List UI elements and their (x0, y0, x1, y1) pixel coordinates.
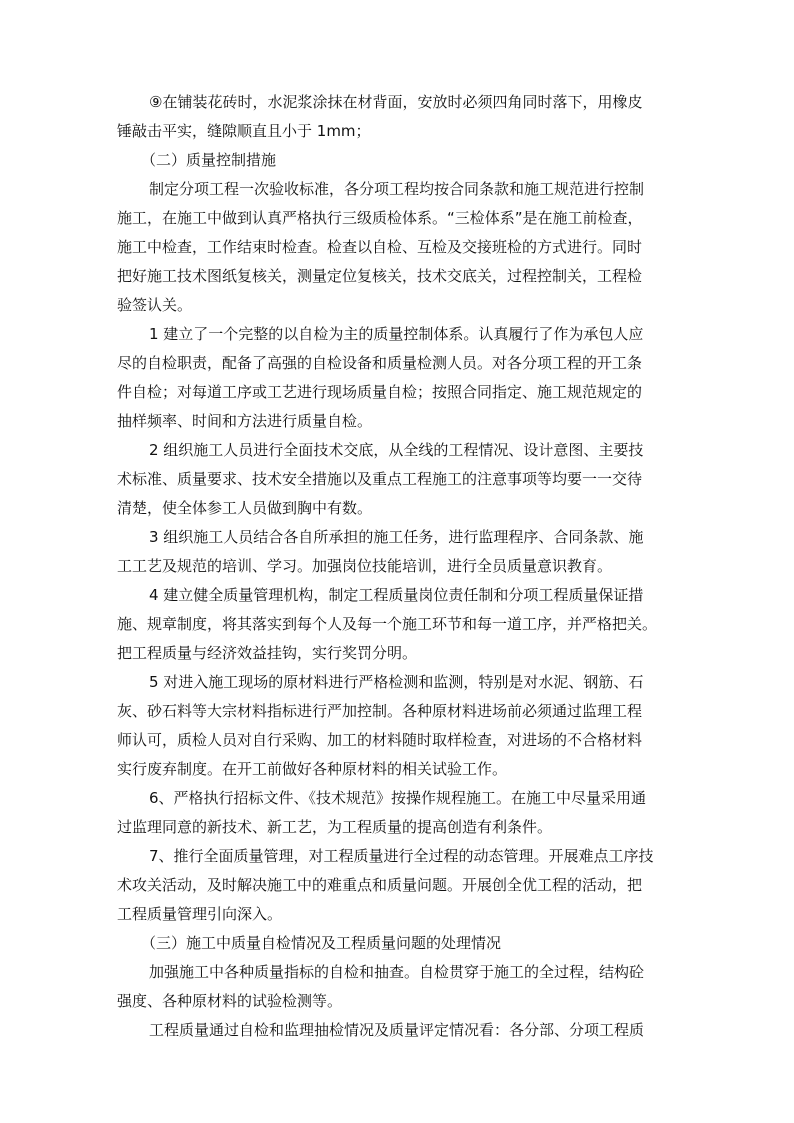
paragraph-line: 2 组织施工人员进行全面技术交底，从全线的工程情况、设计意图、主要技 (149, 441, 644, 459)
paragraph-line: 施工中检查，工作结束时检查。检查以自检、互检及交接班检的方式进行。同时 (117, 238, 643, 256)
paragraph-line: 施工，在施工中做到认真严格执行三级质检体系。“三检体系”是在施工前检查， (117, 209, 643, 227)
paragraph-line: 术标准、质量要求、技术安全措施以及重点工程施工的注意事项等均要一一交待 (117, 470, 643, 488)
paragraph-line: 施、规章制度，将其落实到每个人及每一个施工环节和每一道工序，并严格把关。 (117, 615, 658, 633)
paragraph-line: 师认可，质检人员对自行采购、加工的材料随时取样检查，对进场的不合格材料 (117, 731, 643, 749)
paragraph-line: 1 建立了一个完整的以自检为主的质量控制体系。认真履行了作为承包人应 (149, 325, 644, 343)
paragraph-line: 把好施工技术图纸复核关，测量定位复核关，技术交底关，过程控制关，工程检 (117, 267, 643, 285)
paragraph-line: 6、严格执行招标文件、《技术规范》按操作规程施工。在施工中尽量采用通 (149, 789, 647, 807)
paragraph-line: 制定分项工程一次验收标准，各分项工程均按合同条款和施工规范进行控制 (149, 180, 645, 198)
section-heading: （三）施工中质量自检情况及工程质量问题的处理情况 (141, 934, 502, 952)
paragraph-line: ⑨在铺装花砖时，水泥浆涂抹在材背面，安放时必须四角同时落下，用橡皮 (149, 93, 643, 111)
paragraph-line: 4 建立健全质量管理机构，制定工程质量岗位责任制和分项工程质量保证措 (149, 586, 644, 604)
paragraph-line: 清楚，使全体参工人员做到胸中有数。 (117, 499, 373, 517)
paragraph-line: 过监理同意的新技术、新工艺，为工程质量的提高创造有利条件。 (117, 818, 553, 836)
paragraph-line: 工程质量通过自检和监理抽检情况及质量评定情况看：各分部、分项工程质 (149, 1021, 645, 1039)
paragraph-line: 加强施工中各种质量指标的自检和抽查。自检贯穿于施工的全过程，结构砼 (149, 963, 645, 981)
paragraph-line: 工程质量管理引向深入。 (117, 905, 283, 923)
paragraph-line: 尽的自检职责，配备了高强的自检设备和质量检测人员。对各分项工程的开工条 (117, 354, 643, 372)
paragraph-line: 7、推行全面质量管理，对工程质量进行全过程的动态管理。开展难点工序技 (149, 847, 654, 865)
paragraph-line: 抽样频率、时间和方法进行质量自检。 (117, 412, 373, 430)
paragraph-line: 验签认关。 (117, 296, 193, 314)
paragraph-line: 灰、砂石料等大宗材料指标进行严加控制。各种原材料进场前必须通过监理工程 (117, 702, 643, 720)
paragraph-line: 5 对进入施工现场的原材料进行严格检测和监测，特别是对水泥、钢筋、石 (149, 673, 644, 691)
paragraph-line: 强度、各种原材料的试验检测等。 (117, 992, 343, 1010)
paragraph-line: 实行废弃制度。在开工前做好各种原材料的相关试验工作。 (117, 760, 508, 778)
paragraph-line: 工工艺及规范的培训、学习。加强岗位技能培训，进行全员质量意识教育。 (117, 557, 613, 575)
section-heading: （二）质量控制措施 (141, 151, 277, 169)
paragraph-line: 件自检；对每道工序或工艺进行现场质量自检；按照合同指定、施工规范规定的 (117, 383, 643, 401)
paragraph-line: 术攻关活动，及时解决施工中的难重点和质量问题。开展创全优工程的活动，把 (117, 876, 643, 894)
paragraph-line: 3 组织施工人员结合各自所承担的施工任务，进行监理程序、合同条款、施 (149, 528, 644, 546)
paragraph-line: 把工程质量与经济效益挂钩，实行奖罚分明。 (117, 644, 418, 662)
paragraph-line: 锤敲击平实，缝隙顺直且小于 1mm； (117, 122, 371, 140)
